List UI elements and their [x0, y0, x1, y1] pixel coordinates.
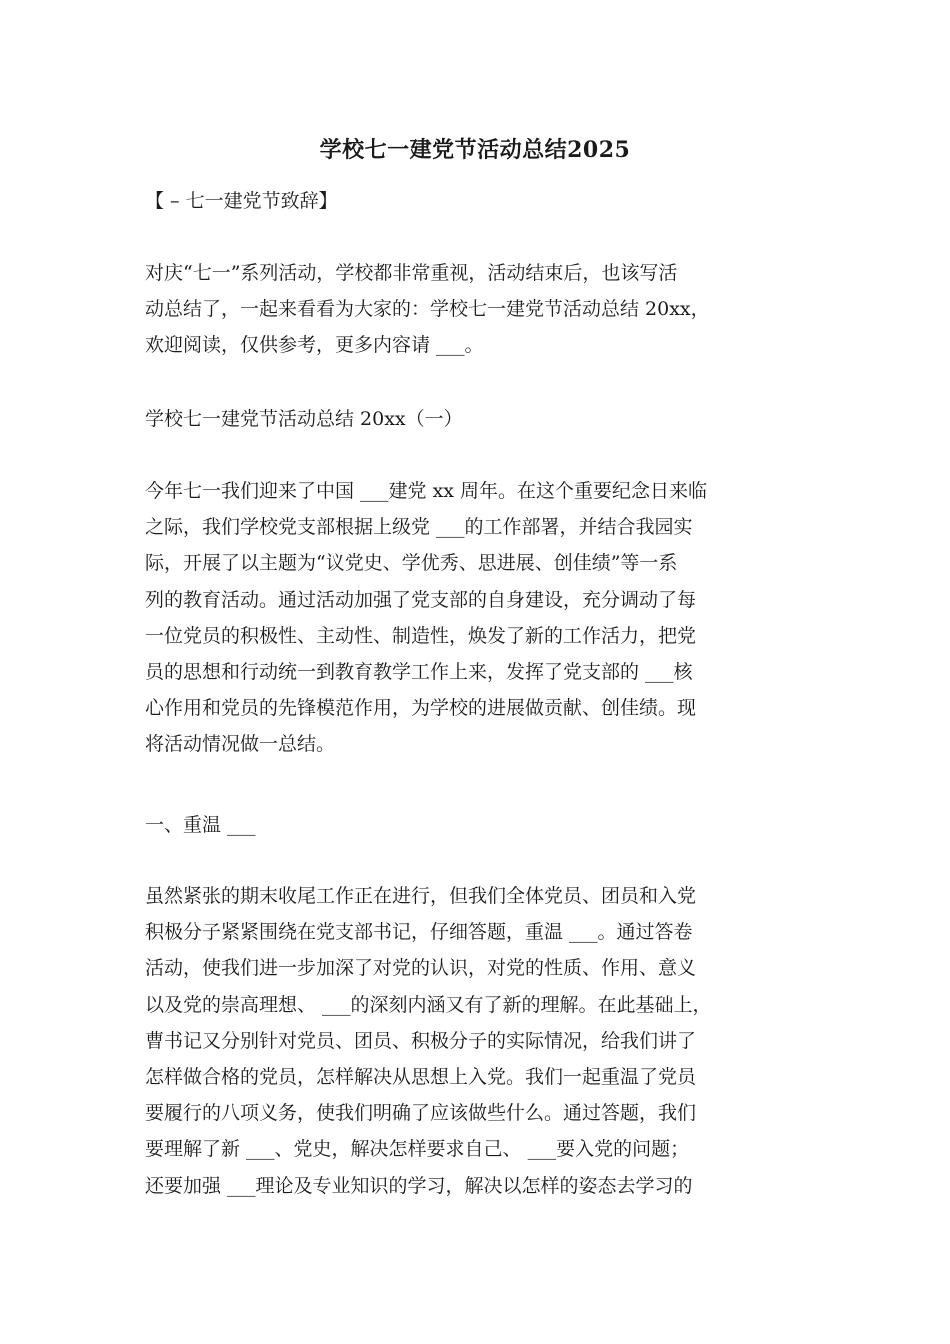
paragraph-line: 以及党的崇高理想、 ___的深刻内涵又有了新的理解。在此基础上，	[145, 993, 712, 1016]
paragraph-line: 怎样做合格的党员，怎样解决从思想上入党。我们一起重温了党员	[145, 1066, 697, 1089]
section-heading-1	[145, 807, 810, 843]
intro-line: 动总结了，一起来看看为大家的：学校七一建党节活动总结 20xx，	[145, 298, 710, 321]
intro-paragraph	[145, 255, 810, 364]
paragraph-line: 曹书记又分别针对党员、团员、积极分子的实际情况，给我们讲了	[145, 1029, 697, 1052]
paragraph-line: 际，开展了以主题为“议党史、学优秀、思进展、创佳绩”等一系	[145, 552, 678, 575]
paragraph-line: 虽然紧张的期末收尾工作正在进行，但我们全体党员、团员和入党	[145, 885, 697, 907]
paragraph-line: 将活动情况做一总结。	[145, 733, 336, 756]
paragraph-2	[145, 878, 810, 1204]
section-title	[145, 401, 810, 437]
paragraph-line: 积极分子紧紧围绕在党支部书记，仔细答题，重温 ___。通过答卷	[145, 921, 693, 944]
paragraph-line: 要履行的八项义务，使我们明确了应该做些什么。通过答题，我们	[145, 1102, 697, 1125]
paragraph-line: 要理解了新 ___、党史，解决怎样要求自己、 ___要入党的问题；	[145, 1138, 690, 1161]
intro-line: 欢迎阅读，仅供参考，更多内容请 ___。	[145, 334, 484, 357]
intro-line: 对庆“七一”系列活动，学校都非常重视，活动结束后，也该写活	[145, 262, 678, 284]
paragraph-line: 员的思想和行动统一到教育教学工作上来，发挥了党支部的 ___核	[145, 661, 693, 684]
paragraph-line: 心作用和党员的先锋模范作用，为学校的进展做贡献、创佳绩。现	[145, 697, 697, 720]
paragraph-line: 之际，我们学校党支部根据上级党 ___的工作部署，并结合我园实	[145, 516, 693, 539]
paragraph-line: 活动，使我们进一步加深了对党的认识，对党的性质、作用、意义	[145, 957, 697, 980]
paragraph-line: 一位党员的积极性、主动性、制造性，焕发了新的工作活力，把党	[145, 624, 697, 647]
section-title-text: 学校七一建党节活动总结 20xx（一）	[145, 408, 463, 430]
paragraph-line: 列的教育活动。通过活动加强了党支部的自身建设，充分调动了每	[145, 588, 697, 611]
section-heading-text: 一、重温 ___	[145, 814, 256, 836]
document-title: 学校七一建党节活动总结2025	[319, 137, 631, 163]
document-subtitle: 【 – 七一建党节致辞】	[145, 190, 338, 212]
paragraph-line: 还要加强 ___理论及专业知识的学习，解决以怎样的姿态去学习的	[145, 1174, 693, 1197]
paragraph-1	[145, 473, 810, 763]
paragraph-line: 今年七一我们迎来了中国 ___建党 xx 周年。在这个重要纪念日来临	[145, 480, 708, 502]
